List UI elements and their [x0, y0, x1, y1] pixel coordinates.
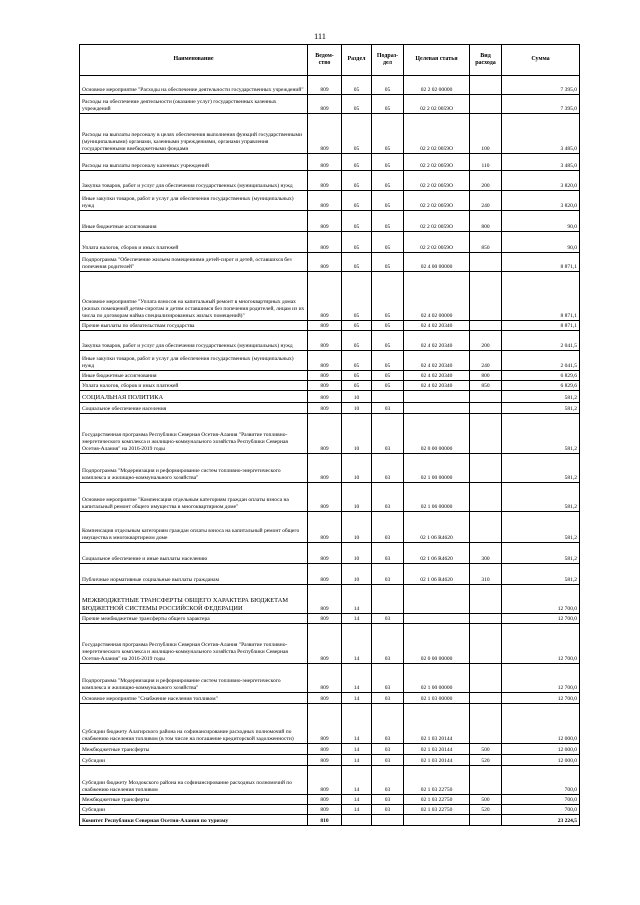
cell-dept: 809: [308, 585, 342, 614]
cell-name: Иные закупки товаров, работ и услуг для обеспечения государственных (муниципальных) нужд: [80, 191, 308, 211]
cell-sum: 12 700,0: [502, 614, 580, 624]
cell-dept: 809: [308, 624, 342, 664]
cell-target: [404, 391, 470, 403]
cell-target: 02 1 06 R4620: [404, 564, 470, 585]
table-row: [80, 795, 580, 805]
cell-subsection: 03: [372, 512, 404, 543]
table-row: [80, 76, 580, 95]
table-row: [80, 391, 580, 403]
cell-section: 14: [342, 805, 372, 815]
header-sum: Сумма: [502, 45, 580, 76]
cell-dept: 809: [308, 403, 342, 414]
cell-dept: 809: [308, 272, 342, 321]
cell-subsection: 05: [372, 272, 404, 321]
cell-dept: 809: [308, 805, 342, 815]
table-row: [80, 704, 580, 744]
cell-name: Субсидии бюджету Алагирского района на софинансирование расходных полномочий по снабжению населения топливом (в том числе на погашение кредиторской задолженности): [80, 704, 308, 744]
cell-dept: 809: [308, 211, 342, 232]
cell-sum: 12 700,0: [502, 693, 580, 704]
cell-section: 05: [342, 211, 372, 232]
cell-sum: 12 700,0: [502, 585, 580, 614]
cell-sum: 12 000,0: [502, 704, 580, 744]
cell-dept: 809: [308, 371, 342, 381]
cell-target: 02 1 00 00000: [404, 664, 470, 693]
cell-exp-type: [470, 766, 502, 795]
cell-name: Иные бюджетные ассигнования: [80, 371, 308, 381]
cell-name: Закупка товаров, работ и услуг для обеспечения государственных (муниципальных) нужд: [80, 331, 308, 351]
cell-dept: 809: [308, 755, 342, 766]
table-body: [80, 76, 580, 826]
cell-dept: 809: [308, 95, 342, 114]
cell-target: [404, 815, 470, 826]
cell-target: 02 2 02 0059О: [404, 171, 470, 191]
cell-section: 10: [342, 403, 372, 414]
table-row: [80, 211, 580, 232]
cell-section: 14: [342, 614, 372, 624]
cell-name: Социальное обеспечение населения: [80, 403, 308, 414]
table-row: [80, 693, 580, 704]
cell-dept: 809: [308, 351, 342, 371]
cell-subsection: 05: [372, 381, 404, 391]
cell-target: 02 1 06 R4620: [404, 512, 470, 543]
cell-name: Подпрограмма "Модернизация и реформирование систем топливно-энергетического комплекса и жилищно-коммунального хозяйства": [80, 454, 308, 483]
cell-section: 10: [342, 414, 372, 454]
cell-subsection: 03: [372, 744, 404, 755]
cell-subsection: 05: [372, 371, 404, 381]
cell-section: 10: [342, 564, 372, 585]
table-row: [80, 321, 580, 331]
cell-subsection: 03: [372, 483, 404, 512]
cell-name: Субсидии: [80, 805, 308, 815]
cell-exp-type: [470, 693, 502, 704]
cell-target: 02 0 00 00000: [404, 624, 470, 664]
cell-exp-type: [470, 483, 502, 512]
cell-subsection: [372, 585, 404, 614]
cell-dept: 809: [308, 391, 342, 403]
cell-subsection: 03: [372, 805, 404, 815]
cell-subsection: 03: [372, 766, 404, 795]
cell-sum: 581,2: [502, 483, 580, 512]
cell-name: Комитет Республики Северная Осетия-Алания по туризму: [80, 815, 308, 826]
cell-exp-type: 500: [470, 744, 502, 755]
cell-section: 10: [342, 512, 372, 543]
cell-name: Основное мероприятие "Снабжение населения топливом": [80, 693, 308, 704]
cell-name: Иные бюджетные ассигнования: [80, 211, 308, 232]
cell-dept: 809: [308, 483, 342, 512]
cell-name: Основное мероприятие "Компенсация отдельным категориям граждан оплаты взноса на капитальный ремонт общего имущества в многоквартирном доме": [80, 483, 308, 512]
cell-section: 05: [342, 321, 372, 331]
table-row: [80, 154, 580, 171]
cell-section: 05: [342, 76, 372, 95]
cell-dept: 809: [308, 76, 342, 95]
cell-dept: 809: [308, 744, 342, 755]
table-row: [80, 371, 580, 381]
cell-sum: 12 700,0: [502, 624, 580, 664]
cell-target: 02 4 00 00000: [404, 253, 470, 272]
table-row: [80, 744, 580, 755]
cell-section: 14: [342, 704, 372, 744]
cell-section: 05: [342, 232, 372, 253]
cell-exp-type: 850: [470, 232, 502, 253]
cell-target: 02 4 02 20340: [404, 331, 470, 351]
cell-name: Межбюджетные трансферты: [80, 795, 308, 805]
table-row: [80, 351, 580, 371]
cell-dept: 810: [308, 815, 342, 826]
cell-exp-type: [470, 614, 502, 624]
cell-target: 02 1 03 20144: [404, 704, 470, 744]
cell-dept: 809: [308, 381, 342, 391]
table-row: [80, 403, 580, 414]
cell-exp-type: 500: [470, 795, 502, 805]
cell-target: 02 2 02 0059О: [404, 211, 470, 232]
cell-subsection: 03: [372, 564, 404, 585]
cell-target: 02 2 02 0059О: [404, 95, 470, 114]
cell-name: Закупка товаров, работ и услуг для обеспечения государственных (муниципальных) нужд: [80, 171, 308, 191]
cell-dept: 809: [308, 543, 342, 564]
cell-section: 14: [342, 744, 372, 755]
cell-target: 02 1 03 22750: [404, 795, 470, 805]
page-number: 111: [313, 31, 327, 41]
cell-name: Социальное обеспечение и иные выплаты населению: [80, 543, 308, 564]
table-row: [80, 512, 580, 543]
cell-dept: 809: [308, 154, 342, 171]
cell-dept: 809: [308, 171, 342, 191]
cell-subsection: 05: [372, 191, 404, 211]
cell-sum: 581,2: [502, 543, 580, 564]
cell-section: 14: [342, 766, 372, 795]
cell-name: Субсидии: [80, 755, 308, 766]
cell-section: 05: [342, 95, 372, 114]
cell-exp-type: [470, 272, 502, 321]
cell-subsection: 05: [372, 253, 404, 272]
cell-name: Расходы на выплаты персоналу казенных учреждений: [80, 154, 308, 171]
cell-name: Субсидии бюджету Моздокского района на софинансирование расходных полномочий по снабжению населения топливом: [80, 766, 308, 795]
header-dept: Ведом-ство: [308, 45, 342, 76]
cell-subsection: 03: [372, 454, 404, 483]
table-row: [80, 454, 580, 483]
cell-section: 10: [342, 483, 372, 512]
cell-subsection: 03: [372, 543, 404, 564]
cell-name: Уплата налогов, сборов и иных платежей: [80, 381, 308, 391]
cell-exp-type: 310: [470, 564, 502, 585]
cell-dept: 809: [308, 191, 342, 211]
budget-table: [79, 44, 580, 826]
table-row: [80, 381, 580, 391]
cell-section: 10: [342, 454, 372, 483]
cell-exp-type: 240: [470, 191, 502, 211]
cell-dept: 809: [308, 414, 342, 454]
cell-target: 02 2 02 0059О: [404, 114, 470, 154]
cell-target: 02 1 03 20144: [404, 755, 470, 766]
cell-exp-type: 200: [470, 331, 502, 351]
cell-section: 05: [342, 253, 372, 272]
table-row: [80, 664, 580, 693]
cell-section: 10: [342, 543, 372, 564]
cell-target: [404, 585, 470, 614]
cell-dept: 809: [308, 253, 342, 272]
cell-dept: 809: [308, 766, 342, 795]
cell-exp-type: [470, 403, 502, 414]
cell-section: 14: [342, 795, 372, 805]
cell-exp-type: 110: [470, 154, 502, 171]
table-row: [80, 114, 580, 154]
cell-subsection: 05: [372, 114, 404, 154]
cell-sum: 700,0: [502, 795, 580, 805]
table-row: [80, 805, 580, 815]
cell-section: 10: [342, 391, 372, 403]
cell-section: 05: [342, 114, 372, 154]
cell-name: Прочие выплаты по обязательствам государства: [80, 321, 308, 331]
cell-sum: 6 829,6: [502, 371, 580, 381]
cell-section: 05: [342, 371, 372, 381]
cell-name: Уплата налогов, сборов и иных платежей: [80, 232, 308, 253]
cell-target: 02 4 02 20340: [404, 321, 470, 331]
table-row: [80, 191, 580, 211]
cell-dept: 809: [308, 614, 342, 624]
cell-dept: 809: [308, 331, 342, 351]
cell-sum: 8 871,1: [502, 272, 580, 321]
cell-exp-type: [470, 391, 502, 403]
cell-subsection: 03: [372, 693, 404, 704]
table-row: [80, 331, 580, 351]
cell-name: Прочие межбюджетные трансферты общего характера: [80, 614, 308, 624]
table-row: [80, 483, 580, 512]
cell-dept: 809: [308, 564, 342, 585]
cell-sum: 8 871,1: [502, 253, 580, 272]
cell-name: Расходы на выплаты персоналу в целях обеспечения выполнения функций государственными (муниципальными) органами, казенными учреждениями, органами управления государственными внебюджетными фондами: [80, 114, 308, 154]
cell-name: Межбюджетные трансферты: [80, 744, 308, 755]
cell-exp-type: 800: [470, 371, 502, 381]
cell-dept: 809: [308, 664, 342, 693]
cell-sum: 700,0: [502, 805, 580, 815]
cell-section: 05: [342, 171, 372, 191]
cell-subsection: 03: [372, 795, 404, 805]
cell-dept: 809: [308, 693, 342, 704]
cell-target: 02 2 02 0059О: [404, 232, 470, 253]
cell-target: [404, 614, 470, 624]
cell-sum: 90,0: [502, 211, 580, 232]
cell-target: 02 4 02 00000: [404, 272, 470, 321]
cell-subsection: [372, 391, 404, 403]
cell-target: 02 1 03 22750: [404, 805, 470, 815]
table-row: [80, 624, 580, 664]
cell-dept: 809: [308, 232, 342, 253]
cell-section: 05: [342, 191, 372, 211]
cell-exp-type: [470, 414, 502, 454]
cell-exp-type: [470, 95, 502, 114]
cell-target: 02 1 03 20144: [404, 744, 470, 755]
cell-target: 02 2 02 00000: [404, 76, 470, 95]
cell-sum: 8 871,1: [502, 321, 580, 331]
cell-exp-type: 200: [470, 171, 502, 191]
cell-subsection: 03: [372, 755, 404, 766]
header-section: Раздел: [342, 45, 372, 76]
cell-subsection: 03: [372, 403, 404, 414]
cell-exp-type: [470, 704, 502, 744]
cell-sum: 7 395,0: [502, 95, 580, 114]
cell-name: Компенсация отдельным категориям граждан оплаты взноса на капитальный ремонт общего имущества в многоквартирном доме: [80, 512, 308, 543]
cell-exp-type: 850: [470, 381, 502, 391]
cell-sum: 581,2: [502, 403, 580, 414]
cell-name: Основное мероприятие "Уплата взносов на капитальный ремонт в многоквартирных домах (жилых помещений детям-сиротам и детям оставшимся без попечения родителей, лицам из их числа по договорам найма специализированных жилых помещений)": [80, 272, 308, 321]
cell-subsection: 05: [372, 211, 404, 232]
cell-subsection: 03: [372, 414, 404, 454]
cell-section: 05: [342, 351, 372, 371]
cell-sum: 3 485,0: [502, 114, 580, 154]
cell-dept: 809: [308, 454, 342, 483]
cell-name: МЕЖБЮДЖЕТНЫЕ ТРАНСФЕРТЫ ОБЩЕГО ХАРАКТЕРА БЮДЖЕТАМ БЮДЖЕТНОЙ СИСТЕМЫ РОССИЙСКОЙ ФЕДЕРАЦИИ: [80, 585, 308, 614]
cell-target: 02 4 02 20340: [404, 351, 470, 371]
cell-sum: 6 829,6: [502, 381, 580, 391]
cell-target: 02 1 03 22750: [404, 766, 470, 795]
cell-name: Государственная программа Республики Северная Осетия-Алания "Развитие топливно-энергетического комплекса и жилищно-коммунального хозяйства Республики Северная Осетия-Алания" на 2016-2019 годы: [80, 414, 308, 454]
cell-subsection: 05: [372, 76, 404, 95]
cell-sum: 581,2: [502, 454, 580, 483]
header-name: Наименование: [80, 45, 308, 76]
table-row: [80, 171, 580, 191]
cell-dept: 809: [308, 512, 342, 543]
cell-target: 02 1 06 00000: [404, 483, 470, 512]
cell-name: Подпрограмма "Модернизация и реформирование систем топливно-энергетического комплекса и жилищно-коммунального хозяйства": [80, 664, 308, 693]
cell-dept: 809: [308, 795, 342, 805]
cell-subsection: 05: [372, 351, 404, 371]
table-row: [80, 815, 580, 826]
cell-sum: 700,0: [502, 766, 580, 795]
cell-section: 05: [342, 331, 372, 351]
cell-exp-type: 240: [470, 351, 502, 371]
cell-target: 02 1 03 00000: [404, 693, 470, 704]
cell-sum: 2 041,5: [502, 351, 580, 371]
cell-exp-type: [470, 76, 502, 95]
cell-subsection: 05: [372, 154, 404, 171]
cell-section: 05: [342, 381, 372, 391]
cell-dept: 809: [308, 321, 342, 331]
cell-target: 02 1 06 R4620: [404, 543, 470, 564]
cell-sum: 23 224,5: [502, 815, 580, 826]
cell-sum: 581,2: [502, 414, 580, 454]
cell-name: Публичные нормативные социальные выплаты гражданам: [80, 564, 308, 585]
cell-name: Расходы на обеспечение деятельности (оказание услуг) государственных казенных учреждений: [80, 95, 308, 114]
cell-subsection: 03: [372, 614, 404, 624]
cell-name: Основное мероприятие "Расходы на обеспечение деятельности государственных учреждений": [80, 76, 308, 95]
cell-target: 02 2 02 0059О: [404, 154, 470, 171]
cell-exp-type: 300: [470, 543, 502, 564]
cell-section: 14: [342, 624, 372, 664]
cell-exp-type: 800: [470, 211, 502, 232]
cell-sum: 581,2: [502, 391, 580, 403]
cell-section: 14: [342, 585, 372, 614]
cell-exp-type: [470, 815, 502, 826]
cell-dept: 809: [308, 114, 342, 154]
cell-section: 14: [342, 664, 372, 693]
header-subsection: Подраз-дел: [372, 45, 404, 76]
cell-subsection: [372, 815, 404, 826]
cell-target: [404, 403, 470, 414]
table-row: [80, 95, 580, 114]
cell-sum: 12 000,0: [502, 744, 580, 755]
cell-exp-type: [470, 454, 502, 483]
table-row: [80, 253, 580, 272]
cell-subsection: 05: [372, 321, 404, 331]
cell-exp-type: [470, 624, 502, 664]
cell-exp-type: [470, 253, 502, 272]
cell-sum: 581,2: [502, 512, 580, 543]
cell-target: 02 4 02 20340: [404, 381, 470, 391]
cell-name: Иные закупки товаров, работ и услуг для обеспечения государственных (муниципальных) нужд: [80, 351, 308, 371]
cell-sum: 3 485,0: [502, 154, 580, 171]
cell-target: 02 0 00 00000: [404, 414, 470, 454]
header-target: Целевая статья: [404, 45, 470, 76]
cell-sum: 7 395,0: [502, 76, 580, 95]
cell-subsection: 03: [372, 664, 404, 693]
cell-dept: 809: [308, 704, 342, 744]
table-row: [80, 414, 580, 454]
cell-subsection: 03: [372, 624, 404, 664]
cell-name: Подпрограмма "Обеспечение жильем помещениями детей-сирот и детей, оставшихся без попечения родителей": [80, 253, 308, 272]
cell-subsection: 05: [372, 95, 404, 114]
cell-section: 05: [342, 272, 372, 321]
cell-exp-type: [470, 664, 502, 693]
table-row: [80, 543, 580, 564]
cell-exp-type: 520: [470, 805, 502, 815]
table-row: [80, 614, 580, 624]
cell-sum: 90,0: [502, 232, 580, 253]
cell-target: 02 1 00 00000: [404, 454, 470, 483]
cell-exp-type: [470, 585, 502, 614]
table-row: [80, 564, 580, 585]
cell-exp-type: [470, 321, 502, 331]
cell-section: 05: [342, 154, 372, 171]
table-row: [80, 766, 580, 795]
cell-sum: 581,2: [502, 564, 580, 585]
cell-target: 02 2 02 0059О: [404, 191, 470, 211]
cell-subsection: 05: [372, 331, 404, 351]
cell-section: 14: [342, 693, 372, 704]
cell-target: 02 4 02 20340: [404, 371, 470, 381]
header-exp-type: Вид расхода: [470, 45, 502, 76]
cell-sum: 3 820,0: [502, 171, 580, 191]
cell-subsection: 05: [372, 171, 404, 191]
cell-exp-type: 100: [470, 114, 502, 154]
cell-sum: 3 820,0: [502, 191, 580, 211]
table-row: [80, 585, 580, 614]
cell-sum: 2 041,5: [502, 331, 580, 351]
cell-name: СОЦИАЛЬНАЯ ПОЛИТИКА: [80, 391, 308, 403]
cell-exp-type: 520: [470, 755, 502, 766]
table-row: [80, 272, 580, 321]
table-row: [80, 232, 580, 253]
cell-sum: 12 700,0: [502, 664, 580, 693]
cell-exp-type: [470, 512, 502, 543]
cell-subsection: 03: [372, 704, 404, 744]
table-header-row: [80, 45, 580, 76]
cell-section: [342, 815, 372, 826]
cell-subsection: 05: [372, 232, 404, 253]
table-row: [80, 755, 580, 766]
cell-sum: 12 000,0: [502, 755, 580, 766]
cell-name: Государственная программа Республики Северная Осетия-Алания "Развитие топливно-энергетического комплекса и жилищно-коммунального хозяйства Республики Северная Осетия-Алания" на 2016-2019 годы: [80, 624, 308, 664]
cell-section: 14: [342, 755, 372, 766]
